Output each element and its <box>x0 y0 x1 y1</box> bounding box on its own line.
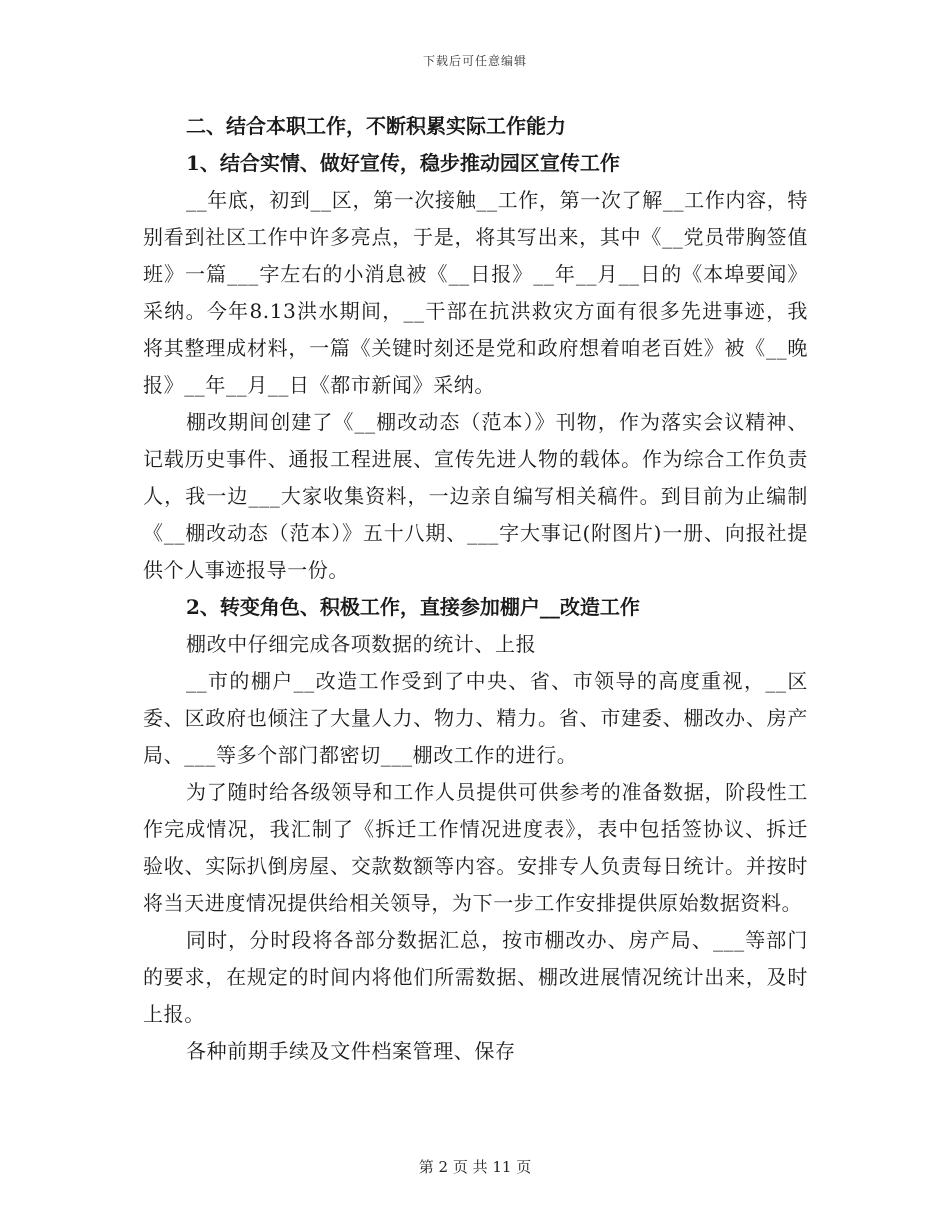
page-footer: 第 2 页 共 11 页 <box>418 1158 532 1176</box>
page-header: 下载后可任意编辑 <box>422 54 527 68</box>
paragraph-1: __年底，初到__区，第一次接触__工作，第一次了解__工作内容，特别看到社区工作中许多亮点，于是，将其写出来，其中《__党员带胸签值班》一篇___字左右的小消息被《__日报》__年__月__日的《本埠要闻》采纳。今年8.13洪水期间，__干部在抗洪救灾方面有很多先进事迹，我将其整理成材料，一篇《关键时刻还是党和政府想着咱老百姓》被《__晚报》__年__月__日《都市新闻》采纳。 <box>143 188 808 397</box>
subsection-heading-1: 1、结合实情、做好宣传，稳步推动园区宣传工作 <box>186 151 620 175</box>
paragraph-2: 棚改期间创建了《__棚改动态（范本）》刊物，作为落实会议精神、记载历史事件、通报工程进展、宣传先进人物的载体。作为综合工作负责人，我一边___大家收集资料，一边亲自编写相关稿件。到目前为止编制《__棚改动态（范本）》五十八期、___字大事记(附图片)一册、向报社提供个人事迹报导一份。 <box>143 410 808 582</box>
paragraph-5: 为了随时给各级领导和工作人员提供可供参考的准备数据，阶段性工作完成情况，我汇制了《拆迁工作情况进度表》，表中包括签协议、拆迁验收、实际扒倒房屋、交款数额等内容。安排专人负责每日统计。并按时将当天进度情况提供给相关领导，为下一步工作安排提供原始数据资料。 <box>143 780 808 915</box>
paragraph-7: 各种前期手续及文件档案管理、保存 <box>186 1039 516 1063</box>
section-heading: 二、结合本职工作，不断积累实际工作能力 <box>186 114 566 138</box>
document-body <box>143 108 808 1070</box>
paragraph-3: 棚改中仔细完成各项数据的统计、上报 <box>186 632 537 656</box>
subsection-heading-2: 2、转变角色、积极工作，直接参加棚户__改造工作 <box>186 595 640 619</box>
paragraph-6: 同时，分时段将各部分数据汇总，按市棚改办、房产局、___等部门的要求，在规定的时间内将他们所需数据、棚改进展情况统计出来，及时上报。 <box>143 928 808 1026</box>
paragraph-4: __市的棚户__改造工作受到了中央、省、市领导的高度重视，__区委、区政府也倾注了大量人力、物力、精力。省、市建委、棚改办、房产局、___等多个部门都密切___棚改工作的进行。 <box>143 669 808 767</box>
